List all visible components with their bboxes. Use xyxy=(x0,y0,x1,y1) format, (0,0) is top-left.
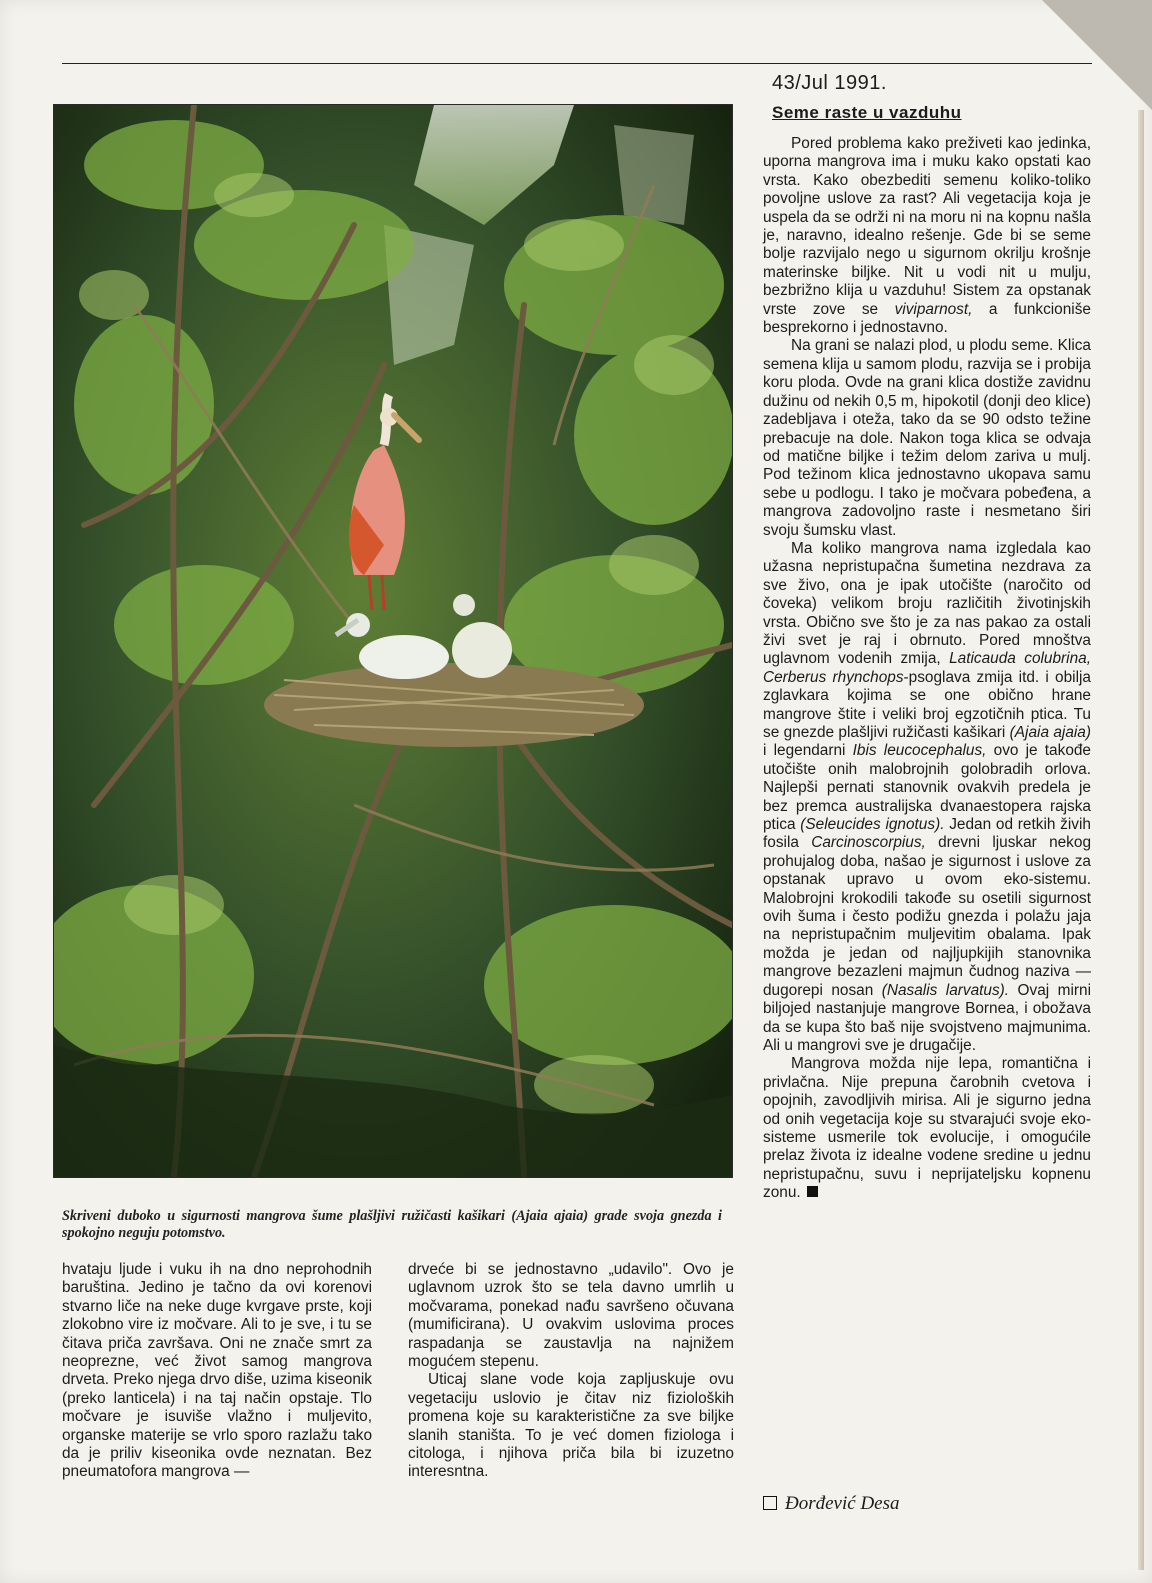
paragraph: drveće bi se jednostavno „udavilo". Ovo je uglavnom uzrok što se tela davno umrlih u močvarama, ponekad nađu savršeno očuvana (mumificirana). U ovakvim uslovima proces raspadanja se zaustavlja na najnižem mogućem stepenu. xyxy=(408,1261,734,1371)
text-column-2 xyxy=(408,1261,734,1482)
text-run: Mangrova možda nije lepa, romantična i privlačna. Nije prepuna čarobnih cvetova i opojnih, zavodljivih mirisa. Ali je sigurno jedna od onih vegetacija koje su stvarajući svoje eko-sisteme usmerile tok evolucije, i omogućile prelaz života iz idealne vodene sredine u jednu nepristupačnu, suvu i neprijateljsku kopnenu zonu. xyxy=(763,1055,1091,1202)
text-run: i legendarni xyxy=(763,742,853,760)
text-run: drevni ljuskar nekog prohujalog doba, našao je sigurnost i uslove za opstanak upravo u ovom eko-sistemu. Malobrojni krokodili takođe su osetili sigurnost ovih šuma i često podižu gnezda i polažu jaja na nepristupačnim muljevitim obalama. Ipak možda je jedan od najljupkijih stanovnika mangrove bezazleni majmun čudnog naziva — dugorepi nosan xyxy=(763,834,1091,999)
article-title: Seme raste u vazduhu xyxy=(772,103,962,122)
mangrove-photo xyxy=(53,104,733,1178)
paragraph-closing xyxy=(763,1055,1091,1202)
text-run: ovo je takođe utočište onih malobrojnih golobradih orlova. Najlepši pernati stanovnik ovakvih predela je bez premca australijska dvanaestopera rajska ptica xyxy=(763,742,1091,834)
italic-term: Ibis leucocephalus, xyxy=(852,742,987,760)
italic-term: (Seleucides ignotus). xyxy=(800,816,945,834)
page-edge xyxy=(1138,110,1144,1570)
paragraph: Na grani se nalazi plod, u plodu seme. Klica semena klija u samom plodu, razvija se i probija koru ploda. Ovde na grani klica dostiže zavidnu dužinu od nekih 0,5 m, hipokotil (donji deo klice) zadebljava i oteža, tako da se 90 odsto težine prebacuje na dole. Nakon toga klica se odvaja od matične biljke i težim delom zariva u mulj. Pod težinom klica jednostavno ukopava samu sebe u podlogu. I tako je močvara pobeđena, a mangrova zadovoljno raste i nesmetano širi svoju šumsku vlast. xyxy=(763,337,1091,539)
checkbox-square-icon xyxy=(763,1496,777,1510)
italic-term: viviparnost, xyxy=(894,300,973,318)
author-name: Đorđević Desa xyxy=(785,1493,900,1514)
paragraph: Uticaj slane vode koja zapljuskuje ovu vegetaciju uslovio je čitav niz fizioloških promena koje su karakteristične za sve biljke slanih staništa. To je već domen fiziologa i citologa, i njihova priča bila bi izuzetno interesntna. xyxy=(408,1371,734,1481)
paragraph: hvataju ljude i vuku ih na dno neprohodnih baruština. Jedino je tačno da ovi korenovi stvarno liče na neke duge kvrgave prste, koji zlokobno vire iz močvare. Ali to je sve, i tu se čitava priča završava. Oni ne znače smrt za neoprezne, već život samog mangrova drveta. Preko njega drvo diše, uzima kiseonik (preko lanticela) i na taj način opstaje. Tlo močvare je isuviše vlažno i muljevito, organske materije se vrlo sporo razlažu tako da je priliv kiseonika ovde neznatan. Bez pneumatofora mangrova — xyxy=(62,1261,372,1481)
text-column-3 xyxy=(763,135,1091,1203)
top-rule xyxy=(62,63,1092,64)
author-byline xyxy=(763,1493,900,1515)
photo-caption: Skriveni duboko u sigurnosti mangrova šume plašljivi ružičasti kašikari (Ajaia ajaia) grade svoja gnezda i spokojno neguju potomstvo. xyxy=(62,1208,722,1241)
text-run: Ma koliko mangrova nama izgledala kao užasna nepristupačna šumetina nezdrava za sve živo, ona je ipak utočište (naročito od čoveka) velikom broju različitih životinjskih vrsta. Obično sve što je za nas pakao za ostali živi svet je raj i obrnuto. Pored mnoštva uglavnom vodenih zmija, xyxy=(763,539,1091,668)
italic-term: (Nasalis larvatus). xyxy=(881,981,1010,999)
paragraph-intro xyxy=(763,135,1091,337)
text-column-1 xyxy=(62,1261,372,1482)
italic-term: Carcinoscorpius, xyxy=(811,834,926,852)
italic-term: (Ajaia ajaia) xyxy=(1009,724,1091,741)
end-mark-icon xyxy=(807,1186,818,1197)
text-run: Pored problema kako preživeti kao jedinka, uporna mangrova ima i muku kako opstati kao vrsta. Kako obezbediti semenu koliko-toliko povoljne uslove za rast? Ali vegetacija koja je uspela da se održi ni na moru ni na kopnu našla je, naravno, idealno rešenje. Gde bi se seme bolje razvijalo nego u sigurnom okrilju krošnje materinske biljke. Nit u vodi nit u mulju, bezbrižno klija u vazduhu! Sistem za opstanak vrste zove se xyxy=(763,135,1091,318)
text-run: Ovaj mirni biljojed nastanjuje mangrove Bornea, i obožava da se kupa što baš nije svojstveno majmunima. Ali u mangrovi sve je drugačije. xyxy=(763,981,1091,1054)
text-run: -psoglava zmija itd. i obilja zglavkara kojima se one obično hrane mangrove štite i veliki broj egzotičnih ptica. Tu se gnezde plašljivi ružičasti kašikari xyxy=(763,668,1091,741)
text-run: a funkcioniše besprekorno i jednostavno. xyxy=(763,300,1091,337)
text-run: Jedan od retkih živih fosila xyxy=(763,816,1091,852)
paragraph-species xyxy=(763,540,1091,1055)
photo-illustration xyxy=(54,105,732,1177)
folded-corner xyxy=(1042,0,1152,110)
italic-term: Laticauda colubrina, Cerberus rhynchops xyxy=(763,650,1091,686)
issue-number: 43/Jul 1991. xyxy=(772,72,887,94)
